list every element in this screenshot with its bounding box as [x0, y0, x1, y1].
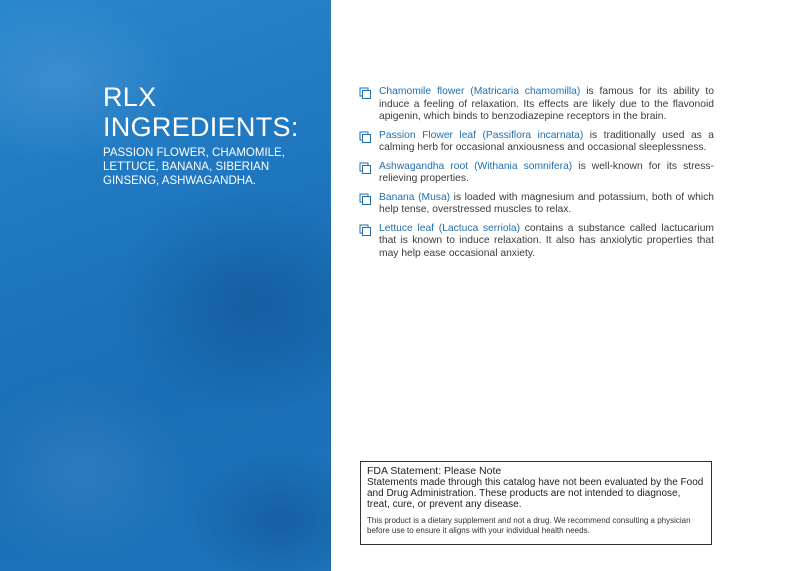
ingredient-description: is traditionally used as a calming herb for occasional anxiousness and occasional sleeplessness.: [379, 129, 714, 153]
blue-texture-panel: [0, 0, 331, 571]
stacked-squares-icon: [359, 87, 371, 99]
ingredients-summary: PASSION FLOWER, CHAMOMILE, LETTUCE, BANANA, SIBERIAN GINSENG, ASHWAGANDHA.: [103, 147, 285, 187]
ingredient-description: is well-known for its stress-relieving properties.: [379, 160, 714, 184]
page-title: [103, 82, 299, 142]
fda-body: Statements made through this catalog have not been evaluated by the Food and Drug Administration. These products are not intended to diagnose, treat, cure, or prevent any disease.: [367, 477, 704, 510]
stacked-squares-icon: [359, 224, 371, 236]
stacked-squares-icon: [359, 193, 371, 205]
stacked-squares-icon: [359, 162, 371, 174]
ingredient-list: [359, 86, 714, 266]
fda-statement-box: [360, 461, 712, 545]
title-line-ingredients: INGREDIENTS:: [103, 112, 299, 142]
ingredient-name: Banana (Musa): [379, 191, 451, 203]
ingredient-item-banana: [359, 192, 714, 217]
ingredient-name: Ashwagandha root (Withania somnifera): [379, 160, 573, 172]
fda-note: This product is a dietary supplement and not a drug. We recommend consulting a physician before use to ensure it aligns with your individual health needs.: [367, 516, 691, 535]
fda-heading: FDA Statement: Please Note: [367, 465, 502, 477]
ingredient-description: is loaded with magnesium and potassium, both of which help tense, overstressed muscles to relax.: [379, 191, 714, 215]
ingredient-name: Passion Flower leaf (Passiflora incarnata): [379, 129, 584, 141]
title-line-rlx: RLX: [103, 82, 157, 112]
ingredient-description: contains a substance called lactucarium that is known to induce relaxation. It also has anxiolytic properties that may help ease occasional anxiety.: [379, 222, 714, 259]
ingredient-item-passion-flower: [359, 130, 714, 155]
stacked-squares-icon: [359, 131, 371, 143]
ingredient-item-ashwagandha: [359, 161, 714, 186]
ingredient-description: is famous for its ability to induce a feeling of relaxation. Its effects are likely due to the flavonoid apigenin, which binds to benzodiazepine receptors in the brain.: [379, 86, 714, 122]
ingredient-item-chamomile: [359, 86, 714, 124]
ingredient-name: Chamomile flower (Matricaria chamomilla): [379, 86, 581, 97]
ingredient-name: Lettuce leaf (Lactuca serriola): [379, 222, 521, 234]
ingredient-item-lettuce: [359, 223, 714, 261]
